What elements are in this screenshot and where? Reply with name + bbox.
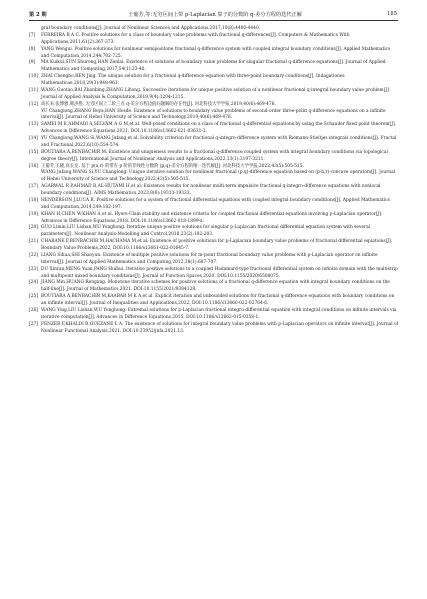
reference-text: YU Changlong,ZHANG Boya,HAN Hosde. Existence of solutions to boundary value problems of second-order three-point q-difference equations on a infinite interval[J]. Journal of Hebei University of Science and Technology,2019,40(6):469-476.: [41, 108, 386, 121]
reference-text: AGARWAL R P,AHMAD B,AL-HUTAMI H,et al. Existence results for nonlinear multi-term impulsive fractional q-integro-difference equations with nonlocal boundary conditions[J]. AIMS Mathematics,2023,8(8):19313-19333.: [41, 184, 381, 196]
reference-number: [7]: [29, 32, 36, 38]
reference-number: [24]: [29, 280, 38, 286]
reference-text: WANG Jufang,WANG Si,YU Changlong. Unique iterative solution for nonlinear fractional (p,q)-difference equation based on (p-h,r)-concave operators[J]. Journal of Hebei University of Science and Technology,2022,43(5):505-515.: [41, 170, 396, 183]
reference-number: [27]: [29, 321, 38, 327]
reference-number: [23]: [29, 266, 38, 272]
reference-text: MA Kuikui,SUN Shurong,HAN Zenlai. Existence of solutions of boundary value problems for singular fractional q-difference equations[J]. Journal of Applied Mathematics and Computing,2017,54(1):23-40.: [41, 60, 386, 73]
reference-text: BOUTIARA A,BENBACHIR M. Existence and uniqueness results to a fractional q-difference coupled system with integral boundary conditions via topological degree theory[J]. International Journal of Nonlinear Analysis and Applications,2022,13(1):3197-3211.: [41, 149, 388, 162]
reference-entry: [29, 212, 399, 226]
reference-entry: [29, 136, 399, 150]
reference-entry: [29, 33, 399, 47]
reference-text: SAMEI M E,AHMADI A,SELVAM A G M,et al. Well-posed conditions on a class of fractional q-differential equations by using the Schauder fixed point theorem[J]. Advances in Difference Equations,2021. DOI:10.1186/s13662-021-03631-2.: [41, 122, 397, 135]
reference-text: WANG Guotao,BAI Zhanbing,ZHANG Lihong. Successive iterations for unique positive solution of a nonlinear fractional q-integral boundary value problem[J]. Journal of Applied Analysis & Computation,2019,9(4):1204-1215.: [41, 87, 391, 100]
reference-text: ZHAI Chengbo,REN Jing. The unique solution for a fractional q-difference equation with three-point boundary conditions[J]. Indagationes Mathematicae,2018,29(3):948-961.: [41, 74, 345, 86]
reference-entry: [29, 308, 399, 322]
reference-number: [21]: [29, 239, 38, 245]
reference-number: [12]: [29, 101, 38, 107]
reference-number: [25]: [29, 294, 38, 300]
reference-number: [20]: [29, 225, 38, 231]
reference-number: [16]: [29, 163, 38, 169]
running-title: 王葡芳,等:无穷区间上带 p-Laplacian 算子的分数阶 q-差分方程的迭代正解: [128, 12, 302, 18]
reference-entry: [29, 164, 399, 171]
reference-number: [15]: [29, 149, 38, 155]
reference-number: [11]: [29, 87, 38, 93]
reference-text: WANG Ying,LIU Lishan,WU Yonghong. Extremal solutions for p-Laplacian fractional integro-differential equation with integral conditions on infinite intervals via iterative computation[J]. Advances in Difference Equations,2015. DOI:10.1186/s13662-015-0358-1.: [41, 307, 397, 320]
reference-entry: [29, 225, 399, 239]
reference-entry: [29, 184, 399, 198]
reference-number: [18]: [29, 197, 38, 203]
reference-entry: [29, 322, 399, 336]
issue-number: 第 2 期: [29, 12, 47, 18]
reference-text: YANG Wengui. Positive solutions for nonlinear semipositone fractional q-difference system with coupled integral boundary conditions[J]. Applied Mathematics and Computation,2014,244:702-725.: [41, 46, 391, 59]
reference-text: HENDERSON J,LUCA R. Positive solutions for a system of fractional differential equations with coupled integral boundary conditions[J]. Applied Mathematics and Computation,2014,249:182-197.: [41, 197, 390, 210]
reference-number: [22]: [29, 252, 38, 258]
reference-text: DU Xinran,MENG Yuan,PANG Huihui. Iterative positive solutions to a coupled Hadamard-type fractional differential system on infinite domain with the multistrip and multipoint mixed boundary conditions[J]. Journal of Function Spaces,2020. DOI:10.1155/2020/6508075.: [41, 266, 398, 279]
reference-text: gral boundary conditions[J]. Journal of Nonlinear Sciences and Applications,2017,10(8):4400-4440.: [41, 26, 261, 31]
reference-entry: [29, 294, 399, 308]
header-rule: [29, 20, 398, 21]
reference-entry: [29, 47, 399, 61]
reference-entry: [29, 122, 399, 136]
reference-number: [10]: [29, 74, 38, 80]
reference-entry: [29, 198, 399, 212]
reference-text: GUO Limin,LIU Lishan,WU Yonghong. Iterative unique positive solutions for singular p-Laplacian fractional differential equation system with several parameters[J]. Nonlinear Analysis-Modelling and Control,2018,23(2):182-203.: [41, 225, 371, 238]
reference-text: FERREIRA R A C. Positive solutions for a class of boundary value problems with fractional q-differences[J]. Computers & Mathematics With Applications,2011,61(2):367-373.: [41, 32, 350, 45]
reference-text: YU Changlong,WANG Si,WANG Jufang,et al. Solvability criterion for fractional q-integro-difference system with Riemann-Stieltjes integrals conditions[J]. Fractal and Fractional,2022,6(10):554-574.: [41, 136, 397, 148]
reference-text: JIANG Min,HUANG Rengang. Monotone iterative schemes for positive solutions of a fractional q-difference equation with integral boundary conditions on the half-line[J]. Journal of Mathematics,2021. DOI:10.1155/2021/9384128.: [41, 280, 390, 293]
reference-list: [29, 26, 399, 335]
reference-text: LIANG Sihua,SHI Shaoyun. Existence of multiple positive solutions for m-point fractional boundary value problems with p-Laplacian operator on infinite interval[J]. Journal of Applied Mathematics and Computing,2012,38(1):687-707.: [41, 252, 378, 265]
reference-text: KHAN H,CHEN W,KHAN A,et al. Hyers-Ulam stability and existence criteria for coupled fractional differential equations involving p-Laplacian operator[J]. Advances in Difference Equations,2018. DOI:10.1186/s13662-018-1899-x.: [41, 211, 383, 224]
reference-entry: [29, 239, 399, 253]
reference-text: 高长来,张博雅,韩洪胜. 无穷区间上二阶三点 q-差分方程边值问题解的存在性[J]. 河北科技大学学报,2019,40(6):469-476.: [41, 101, 276, 107]
reference-text: BOUTIARA A,BENBACHIR M,KAABAR M K A,et al. Explicit iteration and unbounded solutions for fractional q-difference equations with boundary conditions on an infinite interval[J]. Journal of Inequalities and Applications,2022. DOI:10.1186/s13660-022-02764-6.: [41, 294, 395, 306]
reference-entry: [29, 253, 399, 267]
reference-entry: [29, 109, 399, 123]
reference-entry: [29, 60, 399, 74]
reference-number: [17]: [29, 184, 38, 190]
reference-number: [13]: [29, 122, 38, 128]
reference-text: 王葡芳,王晓,高长龙. 基于 p(a,r) 的带有 p 阶的非线性分数阶 (p,q)-差分方程的唯一迭代解[J]. 河北科技大学学报,2022,43(5):505-515.: [41, 163, 304, 169]
reference-number: [14]: [29, 136, 38, 141]
reference-text: FENZER F,KHALDI R,GUEZANE L A. The existence of solutions for integral boundary value problems with p-Laplacian operators on infinite interval[J]. Journal of Nonlinear Functional Analysis,2021. DOI:10.23952/jnfa.2021.13.: [41, 321, 399, 334]
reference-text: CHABANE F,BENBACHIR M,HACHAMA M,et al. Existence of positive solutions for p-Laplacian boundary value problems of fractional differential equations[J]. Boundary Value Problems,2022. DOI:10.1186/s13661-022-01645-7.: [41, 239, 393, 251]
reference-number: [8]: [29, 46, 36, 52]
reference-entry: [29, 102, 399, 109]
reference-entry: [29, 267, 399, 281]
reference-entry: [29, 150, 399, 164]
reference-number: [9]: [29, 60, 36, 66]
reference-entry: [29, 74, 399, 88]
reference-number: [19]: [29, 211, 38, 217]
reference-entry: [29, 280, 399, 294]
reference-entry: [29, 88, 399, 102]
reference-number: [26]: [29, 307, 38, 313]
reference-entry: [29, 170, 399, 184]
reference-entry: [29, 26, 399, 33]
page-number: 185: [387, 11, 397, 17]
